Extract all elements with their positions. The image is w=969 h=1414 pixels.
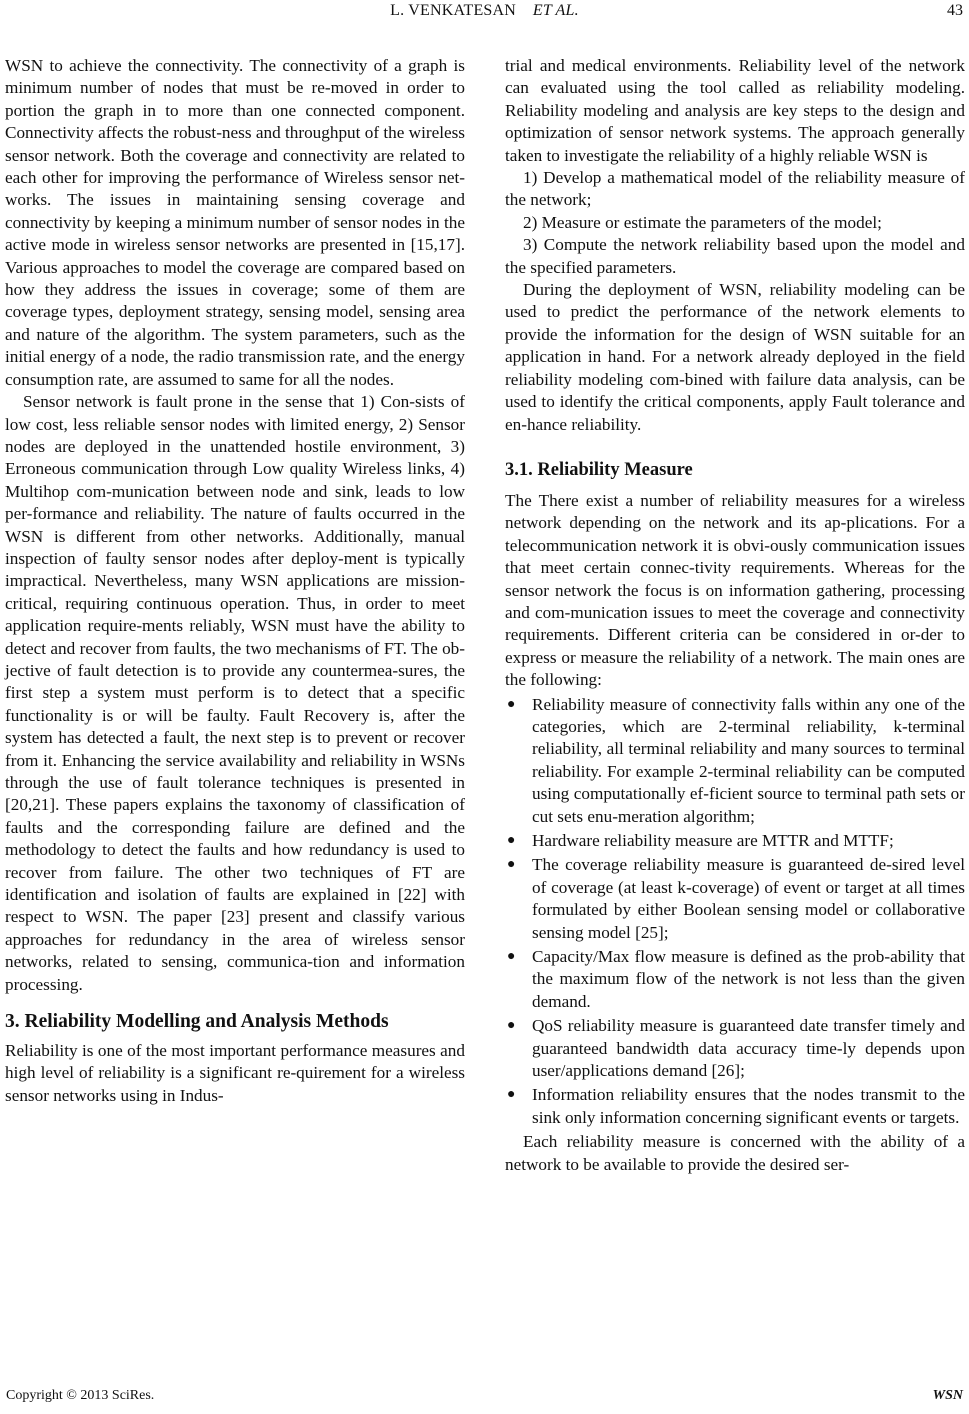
paragraph: WSN to achieve the connectivity. The connectivity of a graph is minimum number of nodes that must be re-moved in order to portion the graph in to more than one connected component. Connectivity affects the robust-ness and throughput of the wireless sensor network. Both the coverage and connectivity are related to each other for improving the performance of Wireless sensor net-works. The issues in maintaining sensing coverage and connectivity by keeping a minimum number of sensor nodes in the active mode in wireless sensor networks are presented in [15,17]. Various approaches to model the coverage are compared based on how they address the issues in coverage; some of them are coverage types, deployment strategy, sensing model, sensing area and nature of the algorithm. The system parameters, such as the initial energy of a node, the radio transmission rate, and the energy consumption rate, are assumed to same for all the nodes.: [5, 56, 465, 389]
list-item: [505, 1015, 965, 1082]
list-item-text: Reliability measure of connectivity falls within any one of the categories, which are 2-terminal reliability, k-terminal reliability, all terminal reliability and many sources to terminal reliability. For example 2-terminal reliability can be computed using computationally ef-ficient source to terminal path sets or cut sets enu-meration algorithm;: [532, 694, 965, 826]
author-name: L. VENKATESAN: [390, 2, 517, 19]
list-item: [505, 1084, 965, 1129]
paragraph: Reliability is one of the most important performance measures and high level of reliability is a significant re-quirement for a wireless sensor networks using in Indus-: [5, 1041, 465, 1105]
bullet-list: [505, 694, 965, 1130]
page-number: 43: [947, 2, 963, 19]
bullet-icon: ●: [507, 1018, 516, 1034]
list-item-text: The coverage reliability measure is guaranteed de-sired level of coverage (at least k-coverage) of event or target at all times formulated by either Boolean sensing model or collaborative sensing model [25];: [532, 855, 965, 942]
numbered-step: 1) Develop a mathematical model of the reliability measure of the network;: [505, 168, 965, 210]
list-item: [505, 694, 965, 828]
running-head-text: [0, 2, 969, 20]
paragraph: trial and medical environments. Reliability level of the network can evaluated using the tool called as reliability modeling. Reliability modeling and analysis are key steps to the design and optimization of sensor network systems. The approach generally taken to investigate the reliability of a highly reliable WSN is: [505, 56, 965, 165]
bullet-icon: ●: [507, 1087, 516, 1103]
list-item: [505, 854, 965, 944]
copyright-notice: Copyright © 2013 SciRes.: [6, 1388, 155, 1403]
paragraph: Each reliability measure is concerned with the ability of a network to be available to provide the desired ser-: [505, 1132, 965, 1174]
paragraph: The There exist a number of reliability measures for a wireless network depending on the network and its ap-plications. For a telecommunication network it is obvi-ously communication issues that meet certain connec-tivity requirements. Whereas for the sensor network the focus is on information gathering, processing and com-munication issues to meet the coverage and connectivity requirements. Different criteria can be considered in or-der to express or measure the reliability of a network. The main ones are the following:: [505, 490, 965, 690]
numbered-step: 3) Compute the network reliability based upon the model and the specified parameters.: [505, 235, 965, 277]
bullet-icon: ●: [507, 949, 516, 965]
bullet-icon: ●: [507, 696, 516, 712]
list-item: [505, 946, 965, 1013]
bullet-icon: ●: [507, 833, 516, 848]
paragraph: Sensor network is fault prone in the sense that 1) Con-sists of low cost, less reliable sensor nodes with limited energy, 2) Sensor nodes are deployed in the unattended hostile environment, 3) Erroneous communication through Low quality Wireless links, 4) Multihop com-munication between node and sink, leads to low per-formance and reliability. The nature of faults occurred in the WSN is different from other networks. Additionally, manual inspection of faulty sensor nodes after deploy-ment is typically impractical. Nevertheless, many WSN applications are mission-critical, requiring continuous operation. Thus, in order to meet application require-ments reliably, WSN must have the ability to detect and recover from faults, the two mechanisms of FT. The ob-jective of fault detection is to provide any countermea-sures, the first step a system must perform is to detect that a specific functionality is or will be faulty. Fault Recovery is, after the system has detected a fault, the next step is to prevent or recover from it. Enhancing the service availability and reliability in WSNs through the use of fault tolerance techniques is presented in [20,21]. These papers explains the taxonomy of classification of faults and the corresponding failure are defined and the methodology to detect the faults and how redundancy is used to recover from failure. The other two techniques of FT are identification and isolation of faults are explained in [22] with respect to WSN. The paper [23] present and classify various approaches for redundancy in the area of wireless sensor networks, related to sensing, communica-tion and information processing.: [5, 392, 465, 994]
list-item-text: Hardware reliability measure are MTTR and MTTF;: [532, 831, 894, 850]
list-item-text: QoS reliability measure is guaranteed date transfer timely and guaranteed bandwidth data accuracy time-ly depends upon user/applications demand [26];: [532, 1016, 965, 1081]
list-item-text: Capacity/Max flow measure is defined as the prob-ability that the maximum flow of the network is not less than the given demand.: [532, 947, 965, 1011]
page-footer: [0, 1388, 969, 1412]
journal-name: WSN: [932, 1388, 963, 1403]
running-header: [0, 0, 969, 22]
section-heading: 3. Reliability Modelling and Analysis Methods: [5, 1011, 389, 1033]
list-item: [505, 830, 965, 852]
left-column: [5, 55, 465, 1107]
list-item-text: Information reliability ensures that the nodes transmit to the sink only information concerning significant events or targets.: [532, 1085, 965, 1127]
et-al: ET AL.: [532, 2, 579, 19]
right-column: [505, 55, 965, 1176]
paragraph: During the deployment of WSN, reliability modeling can be used to predict the performance of the network elements to provide the information for the design of WSN suitable for an application in hand. For a network already deployed in the field reliability modeling com-bined with failure data analysis, can be used to identify the critical components, apply Fault tolerance and en-hance reliability.: [505, 280, 965, 434]
subsection-heading: 3.1. Reliability Measure: [505, 459, 693, 480]
bullet-icon: ●: [507, 857, 516, 873]
numbered-step: 2) Measure or estimate the parameters of the model;: [523, 212, 882, 232]
